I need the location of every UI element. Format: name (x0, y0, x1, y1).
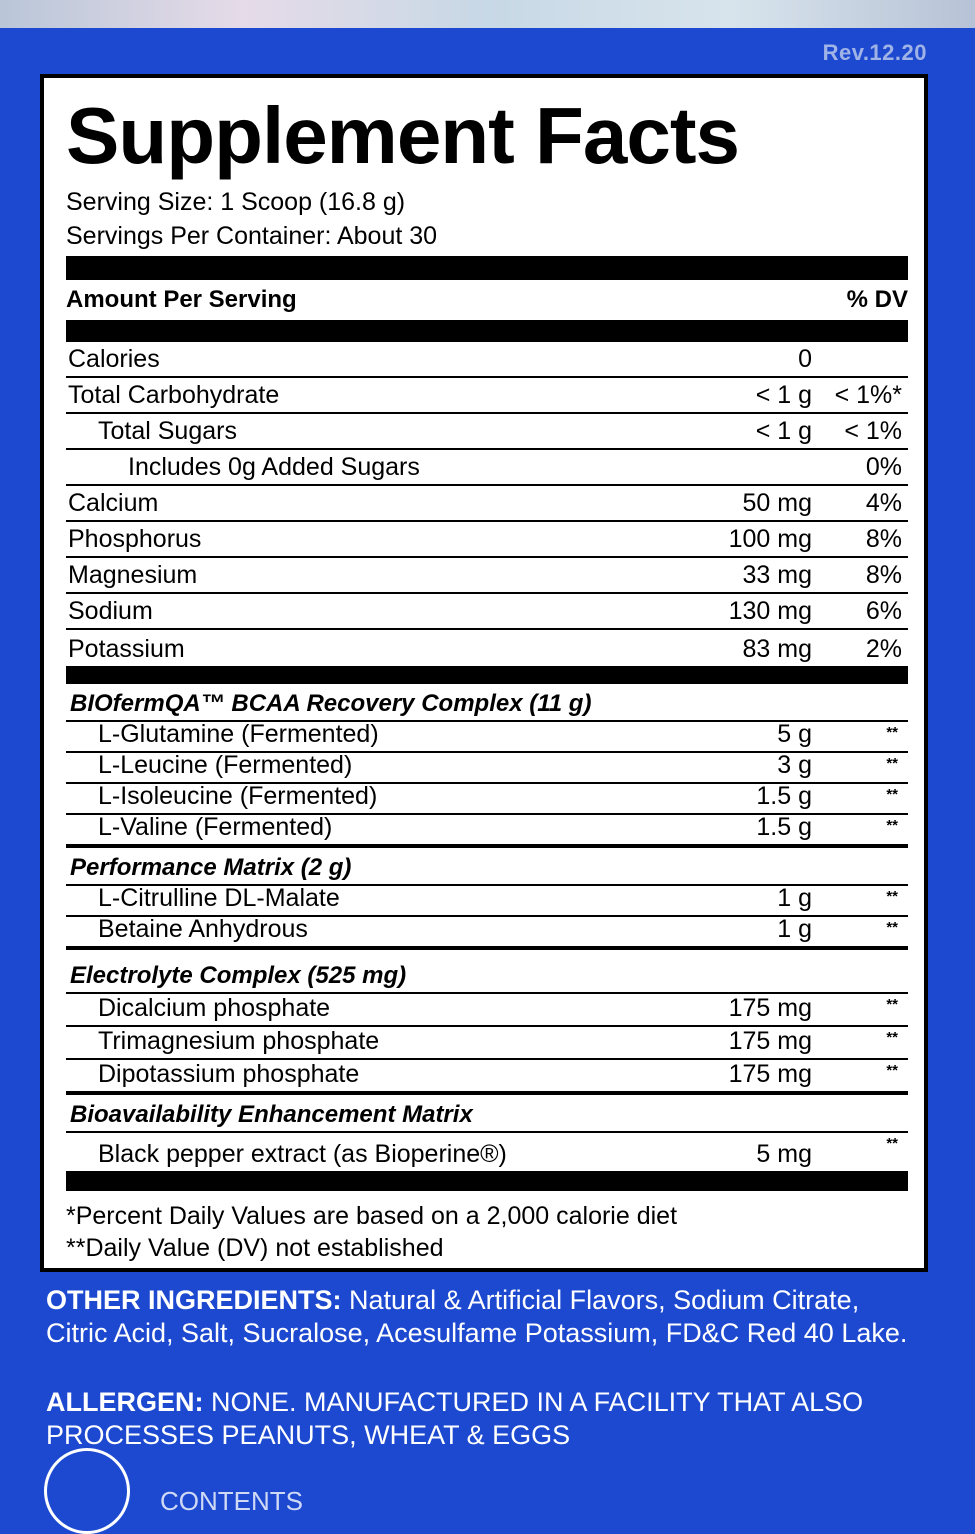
nutrient-amount: 50 mg (742, 489, 812, 517)
nutrient-amount: 33 mg (742, 561, 812, 589)
ingredient-row-l-citrulline (66, 886, 908, 917)
ingredient-amount: 3 g (777, 751, 812, 779)
amount-header-row (66, 280, 908, 320)
nutrient-row-total-carbohydrate (66, 378, 908, 414)
amount-per-serving-label: Amount Per Serving (66, 286, 297, 313)
nutrient-dv: < 1%* (834, 381, 902, 409)
ingredient-name: Betaine Anhydrous (98, 915, 308, 943)
ingredient-row-l-glutamine (66, 722, 908, 753)
ingredient-amount: 175 mg (728, 1060, 812, 1088)
serving-size: Serving Size: 1 Scoop (16.8 g) (66, 188, 406, 216)
nutrient-name: Total Sugars (98, 417, 237, 445)
nutrient-dv: 0% (865, 453, 902, 481)
scoop-icon (44, 1448, 130, 1534)
nutrient-amount: 100 mg (728, 525, 812, 553)
nutrient-name: Potassium (68, 635, 185, 663)
nutrient-name: Phosphorus (68, 525, 202, 553)
contents-text: CONTENTS (160, 1486, 303, 1516)
ingredient-dv: ** (886, 755, 898, 772)
section-title: Performance Matrix (2 g) (70, 854, 352, 881)
ingredient-dv: ** (886, 786, 898, 803)
nutrient-name: Includes 0g Added Sugars (128, 453, 420, 481)
bioavailability-matrix-heading (66, 1095, 908, 1133)
other-ingredients (46, 1284, 922, 1350)
ingredient-dv: ** (886, 1135, 898, 1152)
ingredient-amount: 5 g (777, 720, 812, 748)
ingredient-row-dipotassium-phosphate (66, 1060, 908, 1095)
ingredient-name: L-Isoleucine (Fermented) (98, 782, 378, 810)
nutrient-name: Sodium (68, 597, 153, 625)
nutrient-row-magnesium (66, 558, 908, 594)
nutrient-row-sodium (66, 594, 908, 630)
nutrient-row-total-sugars (66, 414, 908, 450)
thick-divider (66, 256, 908, 280)
ingredient-row-l-leucine (66, 753, 908, 784)
electrolyte-complex-heading (66, 950, 908, 994)
ingredient-amount: 1 g (777, 915, 812, 943)
nutrient-row-phosphorus (66, 522, 908, 558)
allergen-statement (46, 1386, 922, 1452)
nutrient-amount: 130 mg (728, 597, 812, 625)
nutrient-dv: < 1% (844, 417, 902, 445)
supplement-facts-panel (40, 74, 928, 1272)
bcaa-complex-heading (66, 684, 908, 722)
ingredient-row-l-isoleucine (66, 784, 908, 815)
nutrient-dv: 4% (865, 489, 902, 517)
nutrient-amount: < 1 g (755, 381, 812, 409)
nutrient-amount: 0 (798, 345, 812, 373)
footnote-dv-not-established: **Daily Value (DV) not established (66, 1234, 444, 1262)
nutrient-row-potassium (66, 630, 908, 666)
thick-divider (66, 666, 908, 684)
ingredient-row-black-pepper-extract (66, 1133, 908, 1171)
ingredient-dv: ** (886, 1062, 898, 1079)
ingredient-dv: ** (886, 996, 898, 1013)
thick-divider (66, 320, 908, 342)
nutrient-amount: 83 mg (742, 635, 812, 663)
section-title: Electrolyte Complex (525 mg) (70, 962, 407, 989)
nutrient-dv: 8% (865, 525, 902, 553)
nutrient-name: Total Carbohydrate (68, 381, 280, 409)
nutrient-dv: 6% (865, 597, 902, 625)
panel-title: Supplement Facts (66, 91, 740, 180)
ingredient-row-trimagnesium-phosphate (66, 1027, 908, 1060)
ingredient-amount: 1.5 g (756, 813, 812, 841)
servings-per-container: Servings Per Container: About 30 (66, 222, 438, 250)
ingredient-amount: 1.5 g (756, 782, 812, 810)
nutrient-dv: 2% (865, 635, 902, 663)
ingredient-dv: ** (886, 919, 898, 936)
footnote-percent-dv: *Percent Daily Values are based on a 2,000 calorie diet (66, 1202, 678, 1230)
section-title: BIOfermQA™ BCAA Recovery Complex (11 g) (70, 690, 592, 717)
section-title: Bioavailability Enhancement Matrix (70, 1101, 473, 1128)
ingredient-amount: 1 g (777, 884, 812, 912)
ingredient-amount: 175 mg (728, 994, 812, 1022)
thick-divider (66, 1171, 908, 1191)
ingredient-row-l-valine (66, 815, 908, 848)
other-ingredients-text: Natural & Artificial Flavors, Sodium Citrate, Citric Acid, Salt, Sucralose, Acesulfame Potassium, FD&C Red 40 Lake. (46, 1285, 908, 1348)
ingredient-name: L-Valine (Fermented) (98, 813, 333, 841)
ingredient-name: L-Leucine (Fermented) (98, 751, 353, 779)
ingredient-name: Dipotassium phosphate (98, 1060, 360, 1088)
nutrient-name: Magnesium (68, 561, 198, 589)
nutrient-amount: < 1 g (755, 417, 812, 445)
ingredient-name: L-Glutamine (Fermented) (98, 720, 379, 748)
other-ingredients-label: OTHER INGREDIENTS: (46, 1285, 342, 1315)
nutrient-row-calories (66, 342, 908, 378)
nutrient-row-added-sugars (66, 450, 908, 486)
ingredient-dv: ** (886, 888, 898, 905)
nutrient-name: Calories (68, 345, 160, 373)
ingredient-row-dicalcium-phosphate (66, 994, 908, 1027)
ingredient-amount: 175 mg (728, 1027, 812, 1055)
ingredient-name: L-Citrulline DL-Malate (98, 884, 340, 912)
ingredient-name: Black pepper extract (as Bioperine®) (98, 1140, 507, 1168)
nutrient-dv: 8% (865, 561, 902, 589)
dv-header-label: % DV (846, 286, 908, 313)
allergen-text: NONE. MANUFACTURED IN A FACILITY THAT ALSO PROCESSES PEANUTS, WHEAT & EGGS (46, 1387, 864, 1450)
ingredient-amount: 5 mg (756, 1140, 812, 1168)
allergen-label: ALLERGEN: (46, 1387, 204, 1417)
holographic-strip (0, 0, 975, 28)
nutrient-name: Calcium (68, 489, 159, 517)
ingredient-dv: ** (886, 724, 898, 741)
ingredient-name: Trimagnesium phosphate (98, 1027, 380, 1055)
revision-code: Rev.12.20 (822, 40, 927, 65)
nutrient-row-calcium (66, 486, 908, 522)
ingredient-row-betaine (66, 917, 908, 950)
ingredient-dv: ** (886, 817, 898, 834)
performance-matrix-heading (66, 848, 908, 886)
ingredient-name: Dicalcium phosphate (98, 994, 331, 1022)
ingredient-dv: ** (886, 1029, 898, 1046)
